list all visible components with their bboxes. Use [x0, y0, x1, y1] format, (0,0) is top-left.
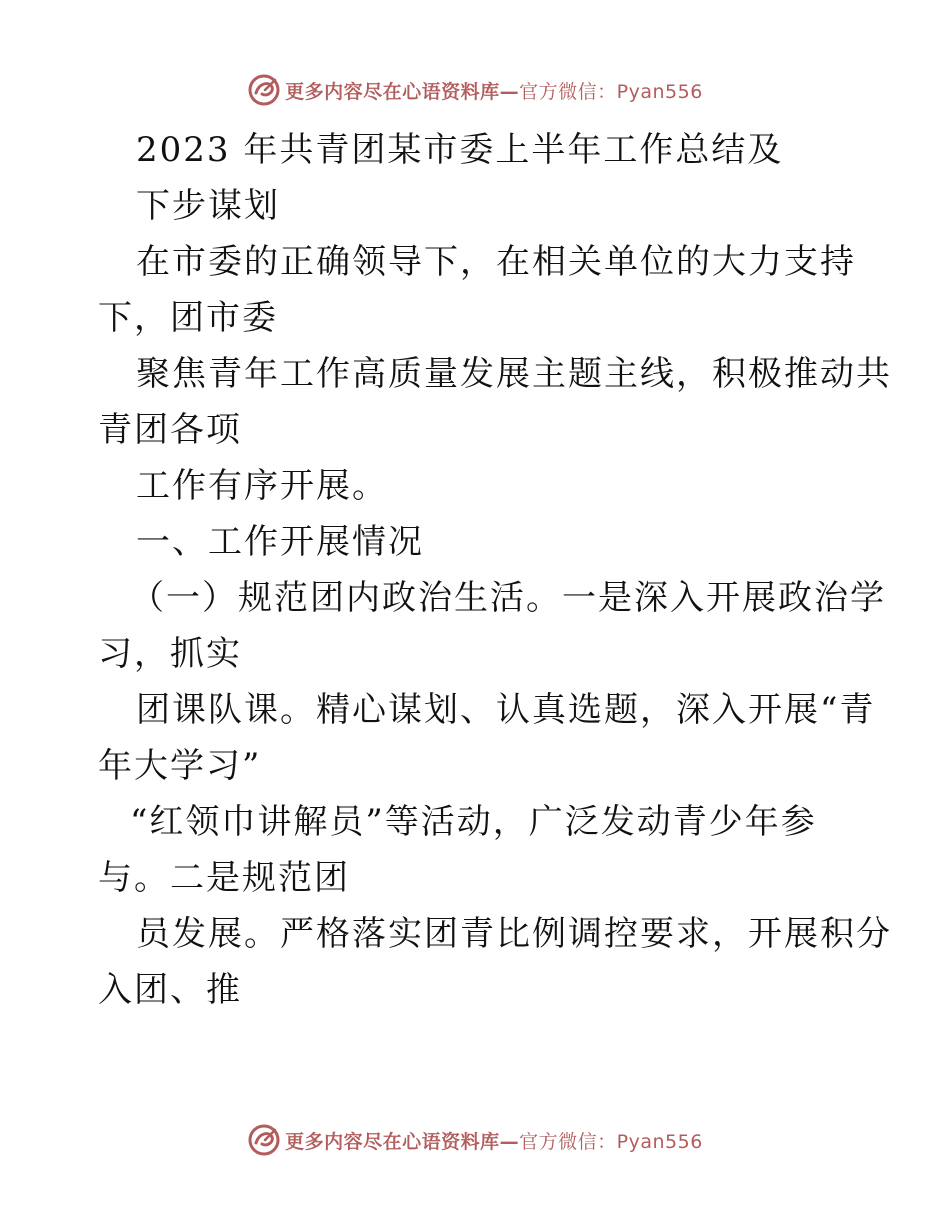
paragraph-line: 下，团市委 [98, 298, 278, 338]
banner-wechat: 官方微信：Pyan556 [519, 80, 703, 103]
section-heading: 一、工作开展情况 [136, 522, 424, 562]
paragraph-line: 工作有序开展。 [136, 466, 388, 506]
paragraph-line: 年大学习” [98, 746, 262, 786]
paragraph-line: 与。二是规范团 [98, 858, 350, 898]
paragraph-line: 聚焦青年工作高质量发展主题主线，积极推动共 [136, 354, 892, 394]
banner-wechat: 官方微信：Pyan556 [519, 1130, 703, 1153]
paragraph-line: 入团、推 [98, 970, 242, 1010]
title-line-2: 下步谋划 [136, 186, 280, 226]
title-line-1: 2023 年共青团某市委上半年工作总结及 [136, 130, 784, 170]
header-watermark-banner [0, 70, 950, 110]
paragraph-line: 团课队课。精心谋划、认真选题，深入开展“青 [136, 690, 876, 730]
paragraph-line: （一）规范团内政治生活。一是深入开展政治学 [130, 578, 886, 618]
swirl-pen-logo-icon [247, 73, 281, 107]
paragraph-line: 在市委的正确领导下，在相关单位的大力支持 [136, 242, 856, 282]
paragraph-line: 青团各项 [98, 410, 242, 450]
swirl-pen-logo-icon [247, 1123, 281, 1157]
document-body [98, 122, 892, 1018]
banner-text: 更多内容尽在心语资料库— [285, 1130, 520, 1153]
paragraph-line: 员发展。严格落实团青比例调控要求，开展积分 [136, 914, 892, 954]
paragraph-line: “红领巾讲解员”等活动，广泛发动青少年参 [130, 802, 817, 842]
footer-watermark-banner [0, 1120, 950, 1160]
banner-text: 更多内容尽在心语资料库— [285, 80, 520, 103]
paragraph-line: 习，抓实 [98, 634, 242, 674]
